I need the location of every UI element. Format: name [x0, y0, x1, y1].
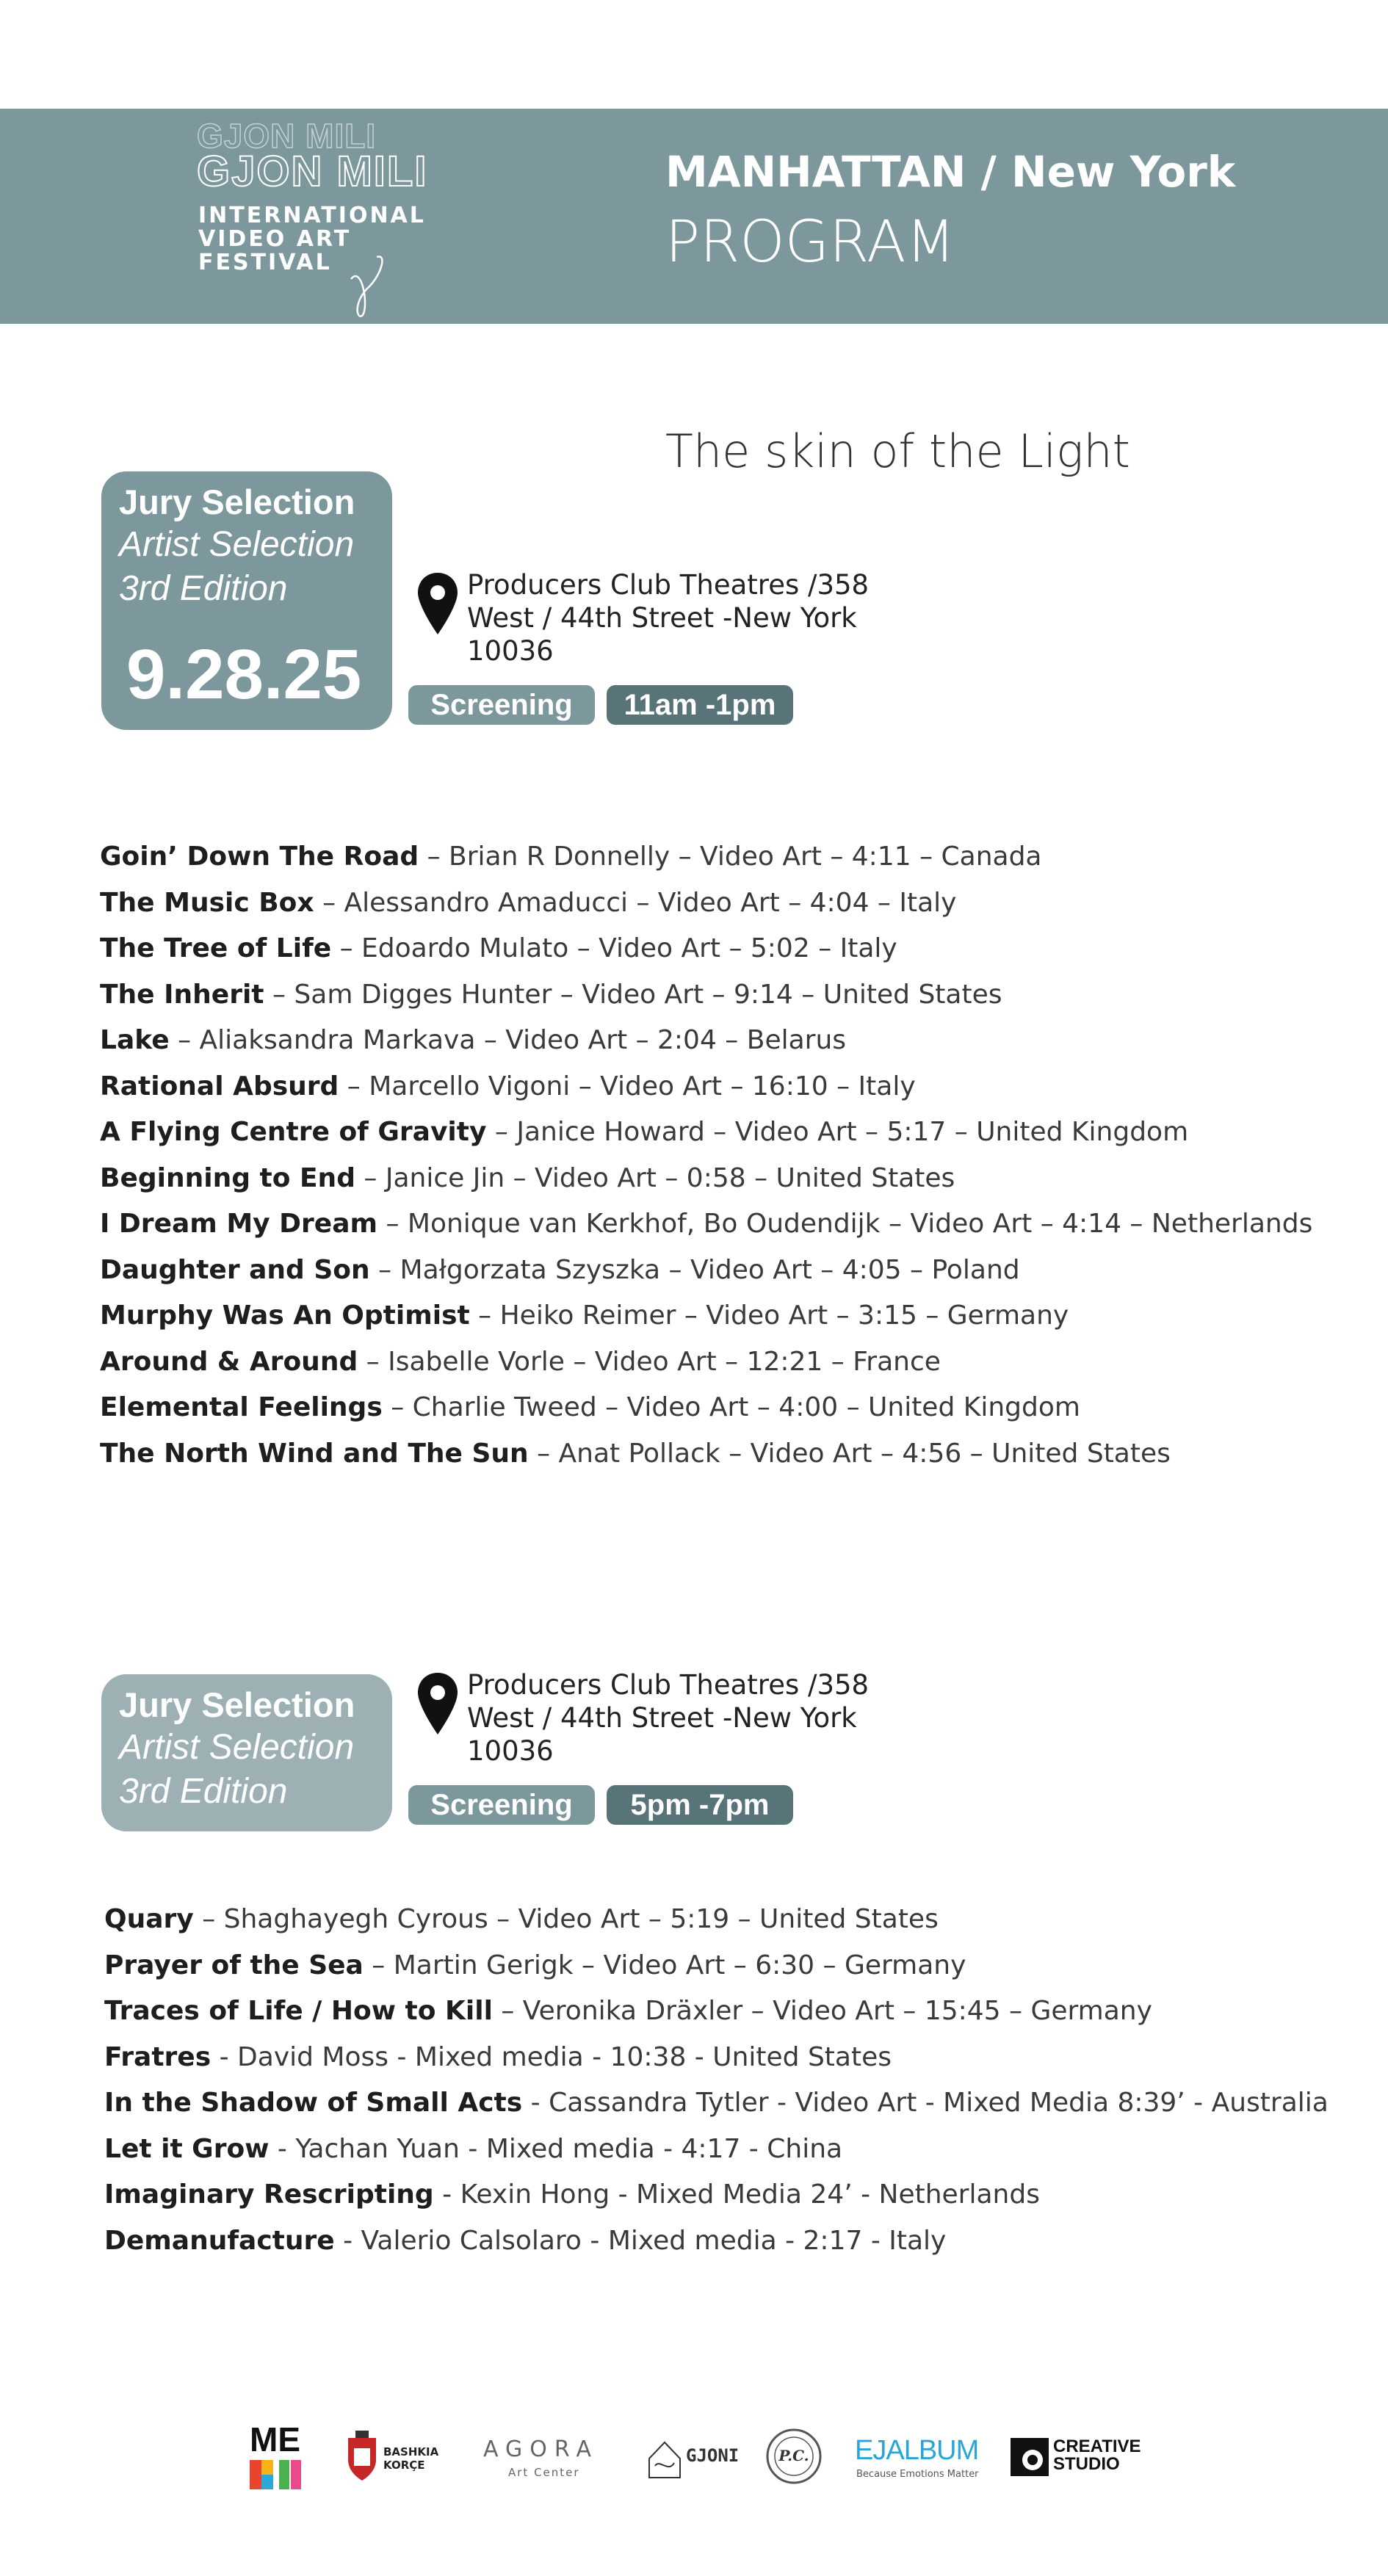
- film-title: Beginning to End: [100, 1162, 355, 1193]
- film-title: Let it Grow: [104, 2133, 270, 2164]
- film-title: I Dream My Dream: [100, 1209, 377, 1239]
- list-item: [100, 1385, 1312, 1431]
- bashkia-line1: BASHKIA: [383, 2445, 439, 2459]
- session2-time-badge: 5pm -7pm: [607, 1785, 793, 1825]
- film-details: – Charlie Tweed – Video Art – 4:00 – United Kingdom: [382, 1392, 1080, 1422]
- location-title: MANHATTAN / New York: [665, 147, 1236, 197]
- bashkia-korce-logo: [345, 2416, 448, 2497]
- film-details: - Valerio Calsolaro - Mixed media - 2:17 - Italy: [334, 2225, 947, 2256]
- logo-line-international: INTERNATIONAL: [198, 203, 426, 228]
- list-item: [100, 1110, 1312, 1156]
- list-item: [104, 2035, 1329, 2081]
- film-title: The Tree of Life: [100, 933, 332, 963]
- list-item: [104, 1943, 1329, 1989]
- list-item: [104, 2080, 1329, 2127]
- ejalbum-tagline: Because Emotions Matter: [856, 2469, 979, 2480]
- film-title: The Inherit: [100, 979, 264, 1010]
- film-details: – Sam Digges Hunter – Video Art – 9:14 – United States: [264, 979, 1002, 1010]
- film-title: The North Wind and The Sun: [100, 1438, 529, 1469]
- list-item: [100, 1064, 1312, 1110]
- list-item: [100, 1018, 1312, 1064]
- film-details: – Veronika Dräxler – Video Art – 15:45 – Germany: [492, 1996, 1152, 2026]
- bashkia-line2: KORÇE: [383, 2459, 425, 2472]
- logo-ghost-text: GJON MILI: [197, 117, 377, 155]
- creative-studio-icon: [1011, 2438, 1049, 2476]
- session1-type-badge: Screening: [408, 685, 595, 725]
- meki-top: ME: [250, 2420, 300, 2459]
- session1-time-badge: 11am -1pm: [607, 685, 793, 725]
- sponsor-logos: [250, 2416, 1160, 2497]
- session2-card-title: Jury Selection: [119, 1685, 355, 1724]
- film-details: – Heiko Reimer – Video Art – 3:15 – Germany: [469, 1300, 1069, 1331]
- creative-line2: STUDIO: [1053, 2454, 1120, 2474]
- list-item: [100, 1339, 1312, 1386]
- film-title: Lake: [100, 1025, 170, 1055]
- film-title: Elemental Feelings: [100, 1392, 383, 1422]
- film-details: - David Moss - Mixed media - 10:38 - United States: [211, 2041, 892, 2072]
- film-details: – Isabelle Vorle – Video Art – 12:21 – France: [358, 1346, 941, 1377]
- film-title: Murphy Was An Optimist: [100, 1300, 470, 1331]
- film-details: – Małgorzata Szyszka – Video Art – 4:05 – Poland: [369, 1254, 1020, 1285]
- film-title: The Music Box: [100, 887, 314, 918]
- film-details: – Anat Pollack – Video Art – 4:56 – United States: [528, 1438, 1171, 1469]
- film-details: – Shaghayegh Cyrous – Video Art – 5:19 – United States: [193, 1904, 939, 1934]
- session2-card-line1: Artist Selection: [119, 1728, 355, 1767]
- pc-text: P.C.: [778, 2447, 809, 2464]
- logo-line-festival: FESTIVAL: [198, 250, 332, 275]
- film-details: - Kexin Hong - Mixed Media 24’ - Netherlands: [433, 2179, 1040, 2210]
- session2-venue: Producers Club Theatres /358 West / 44th Street -New York 10036: [467, 1669, 870, 1767]
- film-details: – Edoardo Mulato – Video Art – 5:02 – Italy: [331, 933, 897, 963]
- film-title: In the Shadow of Small Acts: [104, 2088, 523, 2118]
- session2-type-badge: Screening: [408, 1785, 595, 1825]
- program-title: PROGRAM: [665, 209, 955, 275]
- film-title: Quary: [104, 1904, 194, 1934]
- list-item: [100, 834, 1312, 880]
- gjoni-house-icon: [646, 2436, 683, 2481]
- agora-sub: Art Center: [508, 2466, 580, 2479]
- logo-name: GJON MILI: [197, 148, 428, 195]
- list-item: [104, 1989, 1329, 2035]
- location-pin-icon: [416, 571, 460, 637]
- film-details: – Brian R Donnelly – Video Art – 4:11 – Canada: [419, 842, 1042, 872]
- list-item: [100, 1156, 1312, 1202]
- film-details: – Alessandro Amaducci – Video Art – 4:04 – Italy: [314, 887, 957, 918]
- pc-logo: [765, 2416, 824, 2497]
- list-item: [100, 1293, 1312, 1339]
- session1-card: [101, 471, 392, 730]
- film-title: Goin’ Down The Road: [100, 842, 419, 872]
- coat-of-arms-icon: [345, 2431, 379, 2482]
- agora-name: AGORA: [483, 2436, 599, 2462]
- list-item: [100, 1431, 1312, 1477]
- film-title: Rational Absurd: [100, 1071, 339, 1101]
- session2-film-list: [104, 1897, 1329, 2264]
- meki-logo: [250, 2416, 308, 2497]
- list-item: [104, 2127, 1329, 2173]
- film-details: – Janice Jin – Video Art – 0:58 – United States: [355, 1162, 955, 1193]
- film-details: – Martin Gerigk – Video Art – 6:30 – Germany: [363, 1950, 966, 1980]
- film-title: Prayer of the Sea: [104, 1950, 364, 1980]
- session1-card-line1: Artist Selection: [119, 525, 355, 564]
- list-item: [100, 1248, 1312, 1294]
- film-title: Fratres: [104, 2041, 212, 2072]
- session1-venue: Producers Club Theatres /358 West / 44th Street -New York 10036: [467, 569, 870, 667]
- session1-film-list: [100, 834, 1312, 1477]
- film-title: A Flying Centre of Gravity: [100, 1117, 487, 1147]
- session1-date: 9.28.25: [126, 635, 362, 714]
- creative-line1: CREATIVE: [1053, 2436, 1141, 2456]
- creative-studio-logo: [1011, 2416, 1157, 2497]
- film-title: Demanufacture: [104, 2225, 335, 2256]
- list-item: [100, 926, 1312, 972]
- ejalbum-name: EJALBUM: [855, 2435, 979, 2466]
- film-title: Around & Around: [100, 1346, 358, 1377]
- list-item: [100, 972, 1312, 1019]
- session1-card-title: Jury Selection: [119, 482, 355, 521]
- list-item: [104, 1897, 1329, 1943]
- film-details: - Cassandra Tytler - Video Art - Mixed Media 8:39’ - Australia: [522, 2088, 1329, 2118]
- list-item: [104, 2172, 1329, 2218]
- film-details: – Monique van Kerkhof, Bo Oudendijk – Video Art – 4:14 – Netherlands: [377, 1209, 1313, 1239]
- gjoni-logo: [646, 2416, 740, 2497]
- agora-logo: [483, 2416, 615, 2497]
- film-title: Daughter and Son: [100, 1254, 370, 1285]
- list-item: [100, 880, 1312, 927]
- film-title: Imaginary Rescripting: [104, 2179, 434, 2210]
- film-title: Traces of Life / How to Kill: [104, 1996, 493, 2026]
- festival-logo: [197, 110, 428, 323]
- list-item: [104, 2218, 1329, 2265]
- film-details: – Marcello Vigoni – Video Art – 16:10 – Italy: [339, 1071, 916, 1101]
- film-details: – Janice Howard – Video Art – 5:17 – United Kingdom: [486, 1117, 1189, 1147]
- ejalbum-logo: [855, 2416, 987, 2497]
- gjoni-name: GJONI: [686, 2445, 740, 2466]
- session1-card-line2: 3rd Edition: [119, 569, 288, 608]
- logo-line-video-art: VIDEO ART: [198, 226, 352, 252]
- list-item: [100, 1201, 1312, 1248]
- film-details: – Aliaksandra Markava – Video Art – 2:04 – Belarus: [169, 1025, 847, 1055]
- film-details: - Yachan Yuan - Mixed media - 4:17 - China: [269, 2133, 843, 2164]
- location-pin-icon: [416, 1671, 460, 1737]
- session2-card: [101, 1674, 392, 1831]
- program-subtitle: The skin of the Light: [665, 424, 1130, 478]
- logo-squiggle-icon: [347, 250, 391, 319]
- session2-card-line2: 3rd Edition: [119, 1772, 288, 1811]
